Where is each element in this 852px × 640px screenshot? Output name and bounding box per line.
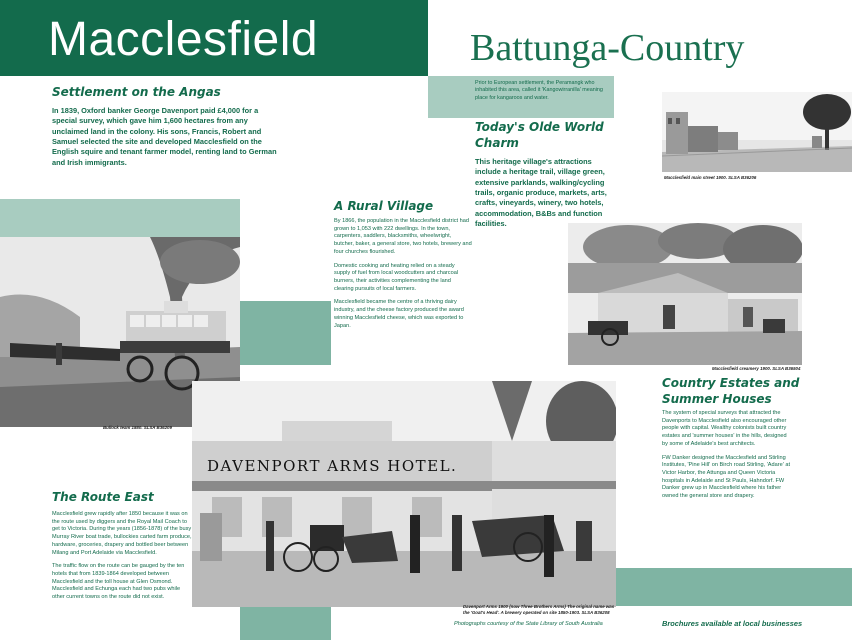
bullock-caption: Bullock team 1880. SLSA B36209	[103, 425, 172, 430]
brochures-note: Brochures available at local businesses	[662, 619, 803, 628]
pale-band-left	[0, 199, 240, 237]
hotel-sign: DAVENPORT ARMS HOTEL.	[207, 457, 458, 475]
route-paragraph: Macclesfield grew rapidly after 1850 because it was on the route used by diggers and the Royal Mail Coach to get to Victoria. During the years (1856-1878) of the busy Murray River boat trade, bullockies carted farm produce, hardware, groceries, drapery and bottled beer between Milang and Port Adelaide via Macclesfield.	[52, 511, 192, 556]
country-paragraph: FW Danker designed the Macclesfield and Stirling Institutes, 'Pine Hill' on Birch road Stirling, 'Adare' at Victor Harbor, the Attunga and Queen Victoria hospitals in Adelaide and St Pauls, Hahndorf. FW Danker grew up in Macclesfield where his father owned the general store and drapery.	[662, 454, 791, 500]
main-street-caption: Macclesfield main street 1900. SLSA B36206	[664, 175, 757, 180]
title-banner	[0, 0, 428, 76]
charm-heading: Today's Olde World Charm	[475, 120, 604, 150]
rural-heading: A Rural Village	[334, 199, 434, 213]
photo-credit: Photographs courtesy of the State Library of South Australia	[454, 621, 603, 627]
creamery-photo	[568, 223, 802, 365]
intro-box	[428, 76, 614, 118]
creamery-caption: Macclesfield creamery 1900. SLSA B36504	[712, 366, 801, 371]
green-band-right	[616, 568, 852, 606]
country-text	[662, 410, 794, 507]
main-street-photo	[662, 92, 852, 172]
charm-text: This heritage village's attractions include a heritage trail, village green, extensive parklands, walking/cycling trails, organic produce, markets, arts, crafts, vineyards, winery, two hotels, accommodation, B&Bs and function facilities.	[475, 157, 607, 229]
route-heading: The Route East	[52, 490, 154, 504]
page-title: Macclesfield	[48, 13, 319, 66]
green-block-bottom	[240, 607, 331, 640]
hotel-photo	[192, 381, 616, 607]
settlement-text: In 1839, Oxford banker George Davenport paid £4,000 for a special survey, which gave him 1,600 hectares from any unclaimed land in the colony. His sons, Francis, Robert and Samuel selected the site and developed Macclesfield on the English squire and tenant farmer model, renting land to German and Irish immigrants.	[52, 106, 277, 167]
intro-text: Prior to European settlement, the Peramangk who inhabited this area, called it 'Kangowirranilla' meaning place for kangaroos and water.	[475, 80, 603, 101]
settlement-heading: Settlement on the Angas	[52, 85, 221, 99]
country-heading: Country Estates and Summer Houses	[662, 376, 800, 406]
rural-paragraph: Domestic cooking and heating relied on a steady supply of fuel from local woodcutters and charcoal burners, their activities complementing the land clearing pursuits of local farmers.	[334, 262, 459, 292]
country-paragraph: The system of special surveys that attracted the Davenports to Macclesfield also encouraged other people with capital. Wealthy colonists built country estates and 'summer houses' in the hills, designed by some of Adelaide's best architects.	[662, 410, 787, 447]
rural-paragraph: Macclesfield became the centre of a thriving dairy industry, and the cheese factory produced the award winning Macclesfield cheese, which was exported to Japan.	[334, 299, 464, 329]
route-paragraph: The traffic flow on the route can be gauged by the ten hotels that from 1839-1864 developed between Macclesfield and the toll house at Glen Osmond. Macclesfield and Echunga each had two pubs while other current towns on the route did not exist.	[52, 563, 185, 601]
route-text	[52, 511, 192, 608]
rural-text	[334, 218, 472, 336]
rural-paragraph: By 1866, the population in the Macclesfield district had grown to 1,053 with 222 dwellings. In the town, carpenters, saddlers, blacksmiths, wheelwright, butcher, baker, a general store, two hotels, brewery and four churches flourished.	[334, 218, 472, 255]
page-subtitle: Battunga-Country	[470, 27, 745, 69]
hotel-caption: Davenport Arms 1900 (now Three Brothers Arms) The original name was the 'Goat's Head'. A brewery operated on site 1850-1903. SLSA B36208	[463, 604, 615, 615]
green-block-mid	[240, 301, 331, 365]
